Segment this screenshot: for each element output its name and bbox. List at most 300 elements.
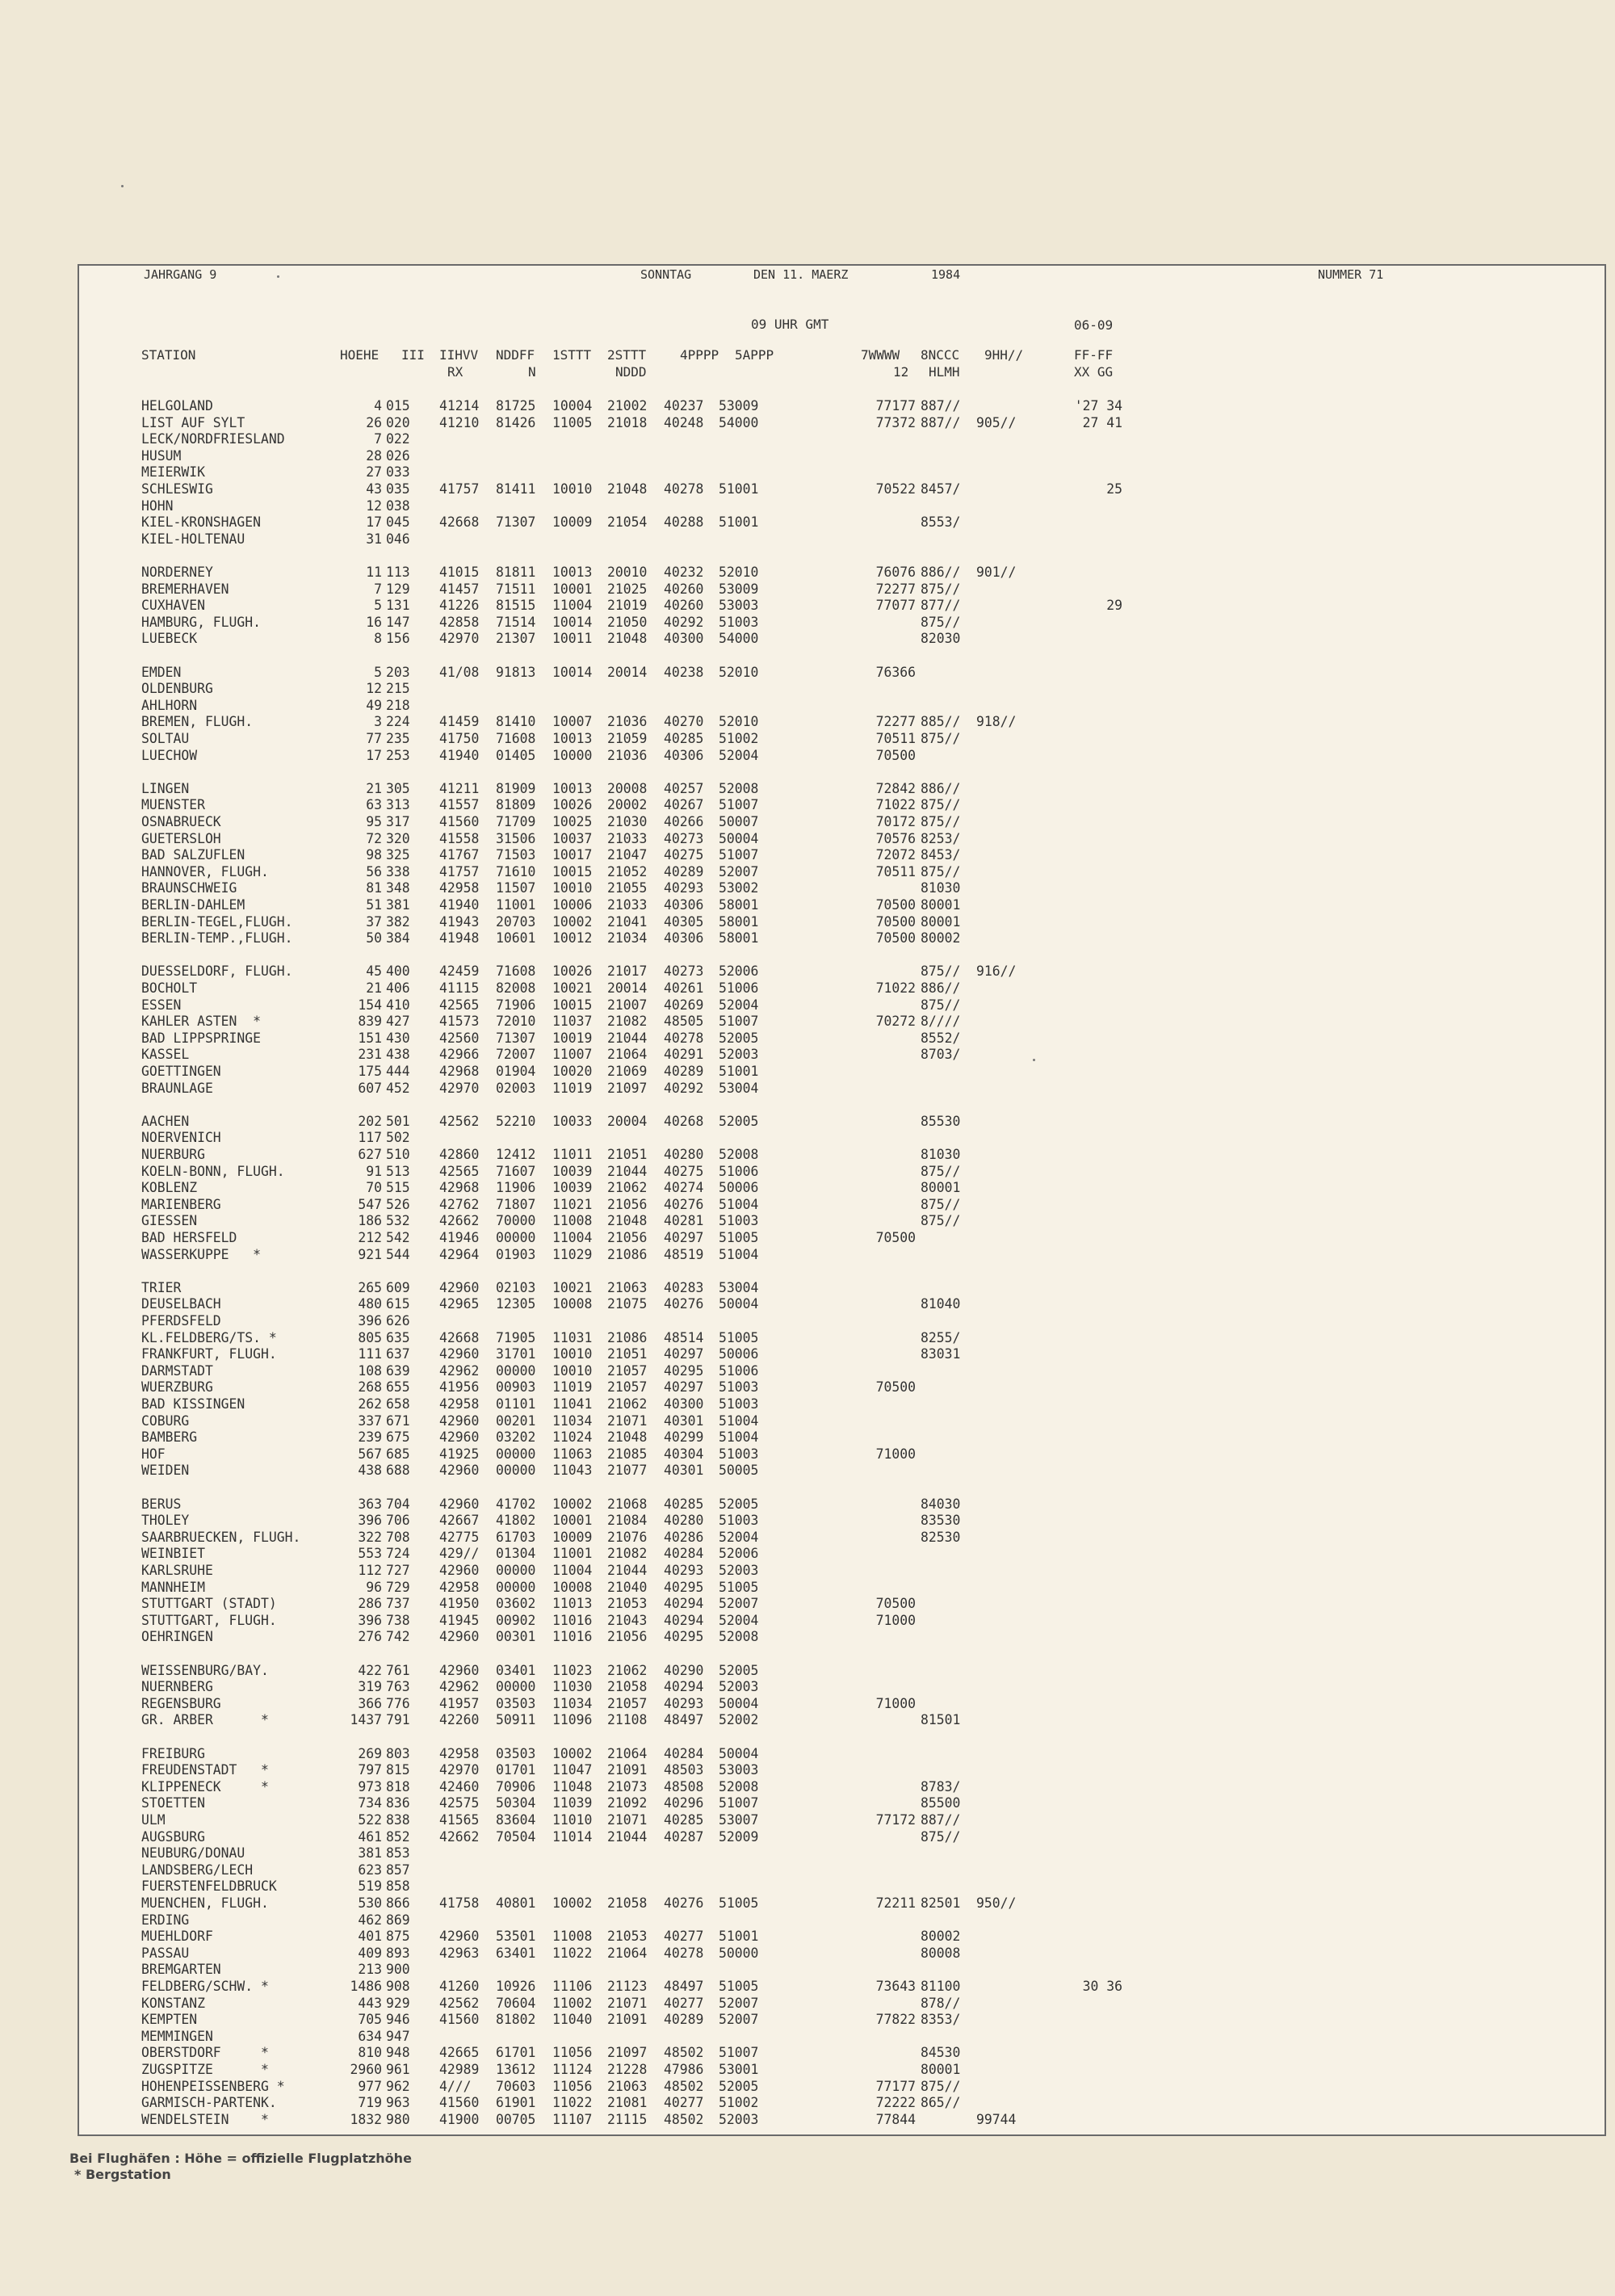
table-row bbox=[0, 864, 1529, 880]
group-nddff: 00000 bbox=[496, 1362, 536, 1379]
station-name: BREMEN, FLUGH. bbox=[141, 714, 254, 730]
group-4pppp: 40300 bbox=[664, 631, 704, 647]
group-1sttt: 10015 bbox=[552, 863, 593, 879]
station-height: 96 bbox=[366, 1579, 382, 1595]
group-nddff: 71307 bbox=[496, 1030, 536, 1046]
station-id: 317 bbox=[386, 814, 410, 829]
station-id: 400 bbox=[386, 963, 410, 980]
station-name: BRAUNLAGE bbox=[141, 1080, 213, 1096]
station-id: 438 bbox=[386, 1047, 410, 1063]
group-8nccc: 875// bbox=[921, 797, 961, 813]
group-4pppp: 40291 bbox=[664, 1047, 704, 1063]
group-5appp: 58001 bbox=[719, 930, 759, 947]
group-iihvv: 42860 bbox=[439, 1147, 480, 1162]
group-2sttt: 21081 bbox=[607, 2095, 648, 2111]
group-nddff: 81426 bbox=[496, 414, 536, 430]
group-4pppp: 40267 bbox=[664, 797, 704, 813]
station-name: STOETTEN bbox=[141, 1795, 205, 1811]
group-iihvv: 41900 bbox=[439, 2111, 480, 2127]
group-iihvv: 41948 bbox=[439, 930, 480, 947]
station-height: 268 bbox=[358, 1379, 382, 1396]
group-2sttt: 21054 bbox=[607, 514, 648, 531]
group-5appp: 51003 bbox=[719, 1379, 759, 1396]
group-9hh: 916// bbox=[976, 963, 1017, 980]
station-id: 727 bbox=[386, 1563, 410, 1578]
table-row bbox=[0, 531, 1529, 548]
station-id: 962 bbox=[386, 2078, 410, 2094]
table-row bbox=[0, 2029, 1529, 2045]
table-row bbox=[0, 930, 1529, 947]
group-4pppp: 40273 bbox=[664, 830, 704, 846]
station-height: 43 bbox=[366, 481, 382, 497]
group-nddff: 71307 bbox=[496, 514, 536, 531]
table-row bbox=[0, 1929, 1529, 1945]
group-8nccc: 85530 bbox=[921, 1113, 961, 1129]
group-4pppp: 40261 bbox=[664, 980, 704, 996]
group-1sttt: 10013 bbox=[552, 565, 593, 580]
group-2sttt: 21108 bbox=[607, 1712, 648, 1728]
table-row bbox=[0, 748, 1529, 764]
group-1sttt: 11043 bbox=[552, 1463, 593, 1479]
station-id: 609 bbox=[386, 1279, 410, 1295]
group-4pppp: 40275 bbox=[664, 1163, 704, 1179]
table-row bbox=[0, 2095, 1529, 2111]
group-2sttt: 21064 bbox=[607, 1047, 648, 1063]
station-height: 28 bbox=[366, 447, 382, 464]
group-4pppp: 40276 bbox=[664, 1196, 704, 1212]
station-name: LUEBECK bbox=[141, 631, 198, 647]
group-5appp: 51004 bbox=[719, 1196, 759, 1212]
group-8nccc: 80008 bbox=[921, 1945, 961, 1961]
group-iihvv: 42565 bbox=[439, 997, 480, 1013]
station-name: FUERSTENFELDBRUCK bbox=[141, 1878, 277, 1895]
group-4pppp: 40232 bbox=[664, 565, 704, 580]
station-id: 946 bbox=[386, 2012, 410, 2028]
station-name: ESSEN bbox=[141, 997, 182, 1013]
group-nddff: 10926 bbox=[496, 1979, 536, 1994]
group-2sttt: 21056 bbox=[607, 1230, 648, 1245]
group-7wwww: 72277 bbox=[875, 581, 916, 597]
table-row bbox=[0, 1081, 1529, 1097]
group-9hh: 901// bbox=[976, 565, 1017, 580]
station-name: PASSAU bbox=[141, 1945, 190, 1961]
group-nddff: 72007 bbox=[496, 1047, 536, 1063]
station-name: KLIPPENECK * bbox=[141, 1778, 269, 1794]
group-1sttt: 11063 bbox=[552, 1446, 593, 1462]
group-nddff: 11507 bbox=[496, 880, 536, 896]
station-height: 70 bbox=[366, 1180, 382, 1196]
group-1sttt: 10033 bbox=[552, 1113, 593, 1129]
group-7wwww: 76076 bbox=[875, 565, 916, 580]
group-nddff: 71905 bbox=[496, 1329, 536, 1345]
group-iihvv: 42960 bbox=[439, 1496, 480, 1512]
group-5appp: 51005 bbox=[719, 1895, 759, 1911]
table-row bbox=[0, 1580, 1529, 1596]
col-rx: RX bbox=[447, 364, 464, 380]
group-2sttt: 21051 bbox=[607, 1346, 648, 1362]
group-5appp: 52003 bbox=[719, 2111, 759, 2127]
group-7wwww: 70500 bbox=[875, 1596, 916, 1612]
group-5appp: 53004 bbox=[719, 1279, 759, 1295]
group-5appp: 51005 bbox=[719, 1230, 759, 1245]
group-nddff: 00705 bbox=[496, 2111, 536, 2127]
station-name: LIST AUF SYLT bbox=[141, 414, 245, 430]
table-row bbox=[0, 665, 1529, 681]
group-2sttt: 21063 bbox=[607, 1279, 648, 1295]
station-name: KOELN-BONN, FLUGH. bbox=[141, 1163, 285, 1179]
station-height: 547 bbox=[358, 1196, 382, 1212]
station-height: 151 bbox=[358, 1030, 382, 1046]
group-7wwww: 77844 bbox=[875, 2111, 916, 2127]
group-nddff: 00000 bbox=[496, 1463, 536, 1479]
group-iihvv: 42662 bbox=[439, 1828, 480, 1845]
group-4pppp: 40305 bbox=[664, 913, 704, 930]
group-iihvv: 42958 bbox=[439, 1579, 480, 1595]
station-height: 213 bbox=[358, 1962, 382, 1978]
station-id: 818 bbox=[386, 1778, 410, 1794]
station-name: NUERBURG bbox=[141, 1147, 205, 1162]
group-2sttt: 21062 bbox=[607, 1662, 648, 1678]
station-id: 791 bbox=[386, 1712, 410, 1728]
group-2sttt: 21082 bbox=[607, 1546, 648, 1562]
group-ffff: '27 34 bbox=[1074, 398, 1122, 413]
group-5appp: 53001 bbox=[719, 2062, 759, 2077]
station-id: 382 bbox=[386, 913, 410, 930]
station-height: 77 bbox=[366, 731, 382, 746]
group-nddff: 00301 bbox=[496, 1629, 536, 1645]
group-2sttt: 20014 bbox=[607, 980, 648, 996]
group-1sttt: 10010 bbox=[552, 880, 593, 896]
group-8nccc: 80001 bbox=[921, 897, 961, 913]
group-7wwww: 70500 bbox=[875, 913, 916, 930]
station-name: GR. ARBER * bbox=[141, 1712, 269, 1728]
station-name: KL.FELDBERG/TS. * bbox=[141, 1329, 277, 1345]
group-5appp: 50004 bbox=[719, 1745, 759, 1761]
station-id: 866 bbox=[386, 1895, 410, 1911]
group-iihvv: 42560 bbox=[439, 1030, 480, 1046]
station-id: 035 bbox=[386, 481, 410, 497]
group-5appp: 51006 bbox=[719, 1362, 759, 1379]
group-5appp: 50007 bbox=[719, 814, 759, 829]
group-iihvv: 42960 bbox=[439, 1629, 480, 1645]
table-row bbox=[0, 1213, 1529, 1229]
table-row bbox=[0, 1429, 1529, 1446]
group-nddff: 00903 bbox=[496, 1379, 536, 1396]
station-id: 156 bbox=[386, 631, 410, 647]
group-2sttt: 21048 bbox=[607, 1213, 648, 1229]
group-iihvv: 42562 bbox=[439, 1113, 480, 1129]
group-iihvv: 42459 bbox=[439, 963, 480, 980]
group-iihvv: 42662 bbox=[439, 1213, 480, 1229]
station-id: 513 bbox=[386, 1163, 410, 1179]
station-height: 11 bbox=[366, 565, 382, 580]
group-8nccc: 875// bbox=[921, 731, 961, 746]
group-2sttt: 21053 bbox=[607, 1929, 648, 1945]
group-2sttt: 21044 bbox=[607, 1828, 648, 1845]
station-id: 305 bbox=[386, 780, 410, 796]
group-nddff: 70504 bbox=[496, 1828, 536, 1845]
table-row bbox=[0, 1629, 1529, 1645]
group-iihvv: 42667 bbox=[439, 1513, 480, 1529]
station-height: 26 bbox=[366, 414, 382, 430]
group-4pppp: 40237 bbox=[664, 398, 704, 413]
group-8nccc: 81030 bbox=[921, 1147, 961, 1162]
group-2sttt: 21123 bbox=[607, 1979, 648, 1994]
station-name: DARMSTADT bbox=[141, 1362, 213, 1379]
group-2sttt: 21062 bbox=[607, 1180, 648, 1196]
group-iihvv: 42960 bbox=[439, 1412, 480, 1429]
table-row bbox=[0, 1530, 1529, 1546]
group-1sttt: 11013 bbox=[552, 1596, 593, 1612]
group-2sttt: 21086 bbox=[607, 1329, 648, 1345]
group-iihvv: 41459 bbox=[439, 714, 480, 730]
station-name: FELDBERG/SCHW. * bbox=[141, 1979, 269, 1994]
group-8nccc: 875// bbox=[921, 997, 961, 1013]
group-2sttt: 21058 bbox=[607, 1895, 648, 1911]
group-nddff: 81909 bbox=[496, 780, 536, 796]
station-height: 56 bbox=[366, 863, 382, 879]
group-1sttt: 10008 bbox=[552, 1296, 593, 1312]
group-8nccc: 8703/ bbox=[921, 1047, 961, 1063]
group-8nccc: 886// bbox=[921, 980, 961, 996]
group-8nccc: 8255/ bbox=[921, 1329, 961, 1345]
group-nddff: 11001 bbox=[496, 897, 536, 913]
col-iihvv: IIHVV bbox=[439, 347, 479, 363]
table-row bbox=[0, 698, 1529, 714]
group-8nccc: 875// bbox=[921, 1213, 961, 1229]
table-row bbox=[0, 1313, 1529, 1329]
station-name: NEUBURG/DONAU bbox=[141, 1845, 245, 1862]
group-4pppp: 40274 bbox=[664, 1180, 704, 1196]
group-4pppp: 40285 bbox=[664, 1496, 704, 1512]
station-height: 973 bbox=[358, 1778, 382, 1794]
group-5appp: 51004 bbox=[719, 1412, 759, 1429]
table-row bbox=[0, 1779, 1529, 1795]
group-5appp: 51003 bbox=[719, 1513, 759, 1529]
group-4pppp: 40289 bbox=[664, 1064, 704, 1079]
group-8nccc: 875// bbox=[921, 1163, 961, 1179]
station-id: 147 bbox=[386, 614, 410, 630]
group-1sttt: 10019 bbox=[552, 1030, 593, 1046]
group-7wwww: 72211 bbox=[875, 1895, 916, 1911]
table-row bbox=[0, 914, 1529, 930]
station-name: SAARBRUECKEN, FLUGH. bbox=[141, 1529, 301, 1545]
table-row bbox=[0, 1663, 1529, 1679]
station-id: 038 bbox=[386, 497, 410, 514]
station-id: 637 bbox=[386, 1346, 410, 1362]
group-5appp: 53009 bbox=[719, 581, 759, 597]
group-8nccc: 875// bbox=[921, 1828, 961, 1845]
station-height: 480 bbox=[358, 1296, 382, 1312]
group-4pppp: 40278 bbox=[664, 1030, 704, 1046]
group-1sttt: 11039 bbox=[552, 1795, 593, 1811]
station-id: 635 bbox=[386, 1329, 410, 1345]
group-iihvv: 41210 bbox=[439, 414, 480, 430]
group-7wwww: 72072 bbox=[875, 847, 916, 863]
station-name: BERUS bbox=[141, 1496, 182, 1512]
station-height: 705 bbox=[358, 2012, 382, 2028]
station-name: HAMBURG, FLUGH. bbox=[141, 614, 262, 630]
group-iihvv: 42858 bbox=[439, 614, 480, 630]
station-height: 623 bbox=[358, 1862, 382, 1878]
group-2sttt: 21077 bbox=[607, 1463, 648, 1479]
station-id: 113 bbox=[386, 565, 410, 580]
group-5appp: 52005 bbox=[719, 1030, 759, 1046]
group-7wwww: 71000 bbox=[875, 1695, 916, 1711]
station-id: 131 bbox=[386, 598, 410, 614]
station-name: MANNHEIM bbox=[141, 1579, 205, 1595]
station-height: 2960 bbox=[350, 2062, 382, 2077]
station-id: 980 bbox=[386, 2111, 410, 2127]
station-height: 269 bbox=[358, 1745, 382, 1761]
group-iihvv: 41767 bbox=[439, 847, 480, 863]
group-5appp: 52007 bbox=[719, 1596, 759, 1612]
station-id: 313 bbox=[386, 797, 410, 813]
group-5appp: 52003 bbox=[719, 1679, 759, 1695]
group-iihvv: 41945 bbox=[439, 1612, 480, 1628]
station-name: NUERNBERG bbox=[141, 1679, 213, 1695]
group-8nccc: 84530 bbox=[921, 2045, 961, 2061]
group-5appp: 50004 bbox=[719, 1695, 759, 1711]
station-id: 542 bbox=[386, 1230, 410, 1245]
station-name: LUECHOW bbox=[141, 747, 198, 763]
group-4pppp: 40284 bbox=[664, 1546, 704, 1562]
station-height: 27 bbox=[366, 464, 382, 481]
station-height: 530 bbox=[358, 1895, 382, 1911]
group-iihvv: 42963 bbox=[439, 1945, 480, 1961]
station-id: 020 bbox=[386, 414, 410, 430]
group-2sttt: 21063 bbox=[607, 2078, 648, 2094]
station-id: 381 bbox=[386, 897, 410, 913]
table-row bbox=[0, 997, 1529, 1014]
group-5appp: 58001 bbox=[719, 897, 759, 913]
station-height: 734 bbox=[358, 1795, 382, 1811]
group-nddff: 70603 bbox=[496, 2078, 536, 2094]
group-iihvv: 42970 bbox=[439, 1762, 480, 1778]
group-4pppp: 48502 bbox=[664, 2111, 704, 2127]
group-5appp: 52005 bbox=[719, 1662, 759, 1678]
station-height: 462 bbox=[358, 1912, 382, 1928]
group-iihvv: 42958 bbox=[439, 1396, 480, 1412]
group-iihvv: 42970 bbox=[439, 1080, 480, 1096]
group-4pppp: 40281 bbox=[664, 1213, 704, 1229]
group-2sttt: 21059 bbox=[607, 731, 648, 746]
group-4pppp: 40257 bbox=[664, 780, 704, 796]
station-id: 406 bbox=[386, 980, 410, 996]
group-4pppp: 40273 bbox=[664, 963, 704, 980]
group-nddff: 01405 bbox=[496, 747, 536, 763]
station-name: BAD SALZUFLEN bbox=[141, 847, 245, 863]
group-ffff: 27 41 bbox=[1082, 414, 1122, 430]
group-nddff: 81515 bbox=[496, 598, 536, 614]
table-row bbox=[0, 714, 1529, 730]
group-7wwww: 71000 bbox=[875, 1612, 916, 1628]
group-iihvv: 41211 bbox=[439, 780, 480, 796]
group-iihvv: 42960 bbox=[439, 1279, 480, 1295]
station-id: 384 bbox=[386, 930, 410, 947]
table-row bbox=[0, 1180, 1529, 1196]
station-id: 320 bbox=[386, 830, 410, 846]
group-1sttt: 11048 bbox=[552, 1778, 593, 1794]
station-id: 815 bbox=[386, 1762, 410, 1778]
group-5appp: 52010 bbox=[719, 664, 759, 680]
group-1sttt: 10012 bbox=[552, 930, 593, 947]
station-height: 337 bbox=[358, 1412, 382, 1429]
station-name: HOHENPEISSENBERG * bbox=[141, 2078, 285, 2094]
table-row bbox=[0, 1164, 1529, 1180]
station-height: 12 bbox=[366, 497, 382, 514]
group-5appp: 51005 bbox=[719, 1579, 759, 1595]
station-name: MEIERWIK bbox=[141, 464, 205, 481]
group-8nccc: 865// bbox=[921, 2095, 961, 2111]
table-row bbox=[0, 1613, 1529, 1629]
station-id: 502 bbox=[386, 1130, 410, 1146]
col-5appp: 5APPP bbox=[735, 347, 774, 363]
group-5appp: 52008 bbox=[719, 780, 759, 796]
group-4pppp: 48519 bbox=[664, 1246, 704, 1262]
group-8nccc: 875// bbox=[921, 863, 961, 879]
table-row bbox=[0, 2045, 1529, 2061]
group-4pppp: 48514 bbox=[664, 1329, 704, 1345]
group-7wwww: 72842 bbox=[875, 780, 916, 796]
group-1sttt: 10014 bbox=[552, 614, 593, 630]
col-iii: III bbox=[401, 347, 425, 363]
station-name: BAD HERSFELD bbox=[141, 1230, 237, 1245]
group-2sttt: 21007 bbox=[607, 997, 648, 1013]
group-iihvv: 42665 bbox=[439, 2045, 480, 2061]
group-7wwww: 72277 bbox=[875, 714, 916, 730]
station-id: 838 bbox=[386, 1812, 410, 1828]
station-height: 443 bbox=[358, 1995, 382, 2011]
group-ffff: 29 bbox=[1106, 598, 1122, 614]
group-7wwww: 70511 bbox=[875, 863, 916, 879]
col-4pppp: 4PPPP bbox=[680, 347, 719, 363]
group-1sttt: 10007 bbox=[552, 714, 593, 730]
group-1sttt: 11041 bbox=[552, 1396, 593, 1412]
group-4pppp: 40297 bbox=[664, 1230, 704, 1245]
group-8nccc: 82501 bbox=[921, 1895, 961, 1911]
group-2sttt: 21050 bbox=[607, 614, 648, 630]
station-height: 1437 bbox=[350, 1712, 382, 1728]
table-row bbox=[0, 1247, 1529, 1263]
group-4pppp: 40295 bbox=[664, 1629, 704, 1645]
station-name: LANDSBERG/LECH bbox=[141, 1862, 254, 1878]
group-iihvv: 42968 bbox=[439, 1064, 480, 1079]
table-row bbox=[0, 1463, 1529, 1479]
group-4pppp: 48502 bbox=[664, 2045, 704, 2061]
group-nddff: 41802 bbox=[496, 1513, 536, 1529]
group-4pppp: 40277 bbox=[664, 2095, 704, 2111]
group-4pppp: 40289 bbox=[664, 863, 704, 879]
group-2sttt: 21048 bbox=[607, 1429, 648, 1446]
group-iihvv: 42962 bbox=[439, 1679, 480, 1695]
station-name: SOLTAU bbox=[141, 731, 190, 746]
group-7wwww: 70500 bbox=[875, 1230, 916, 1245]
group-1sttt: 11034 bbox=[552, 1412, 593, 1429]
group-4pppp: 40301 bbox=[664, 1463, 704, 1479]
station-height: 396 bbox=[358, 1513, 382, 1529]
group-5appp: 52009 bbox=[719, 1828, 759, 1845]
group-2sttt: 21071 bbox=[607, 1412, 648, 1429]
group-2sttt: 21036 bbox=[607, 747, 648, 763]
group-nddff: 01304 bbox=[496, 1546, 536, 1562]
table-row bbox=[0, 1996, 1529, 2012]
group-5appp: 51003 bbox=[719, 1213, 759, 1229]
group-4pppp: 48505 bbox=[664, 1014, 704, 1030]
station-name: ERDING bbox=[141, 1912, 190, 1928]
group-7wwww: 70500 bbox=[875, 897, 916, 913]
group-nddff: 00000 bbox=[496, 1563, 536, 1578]
